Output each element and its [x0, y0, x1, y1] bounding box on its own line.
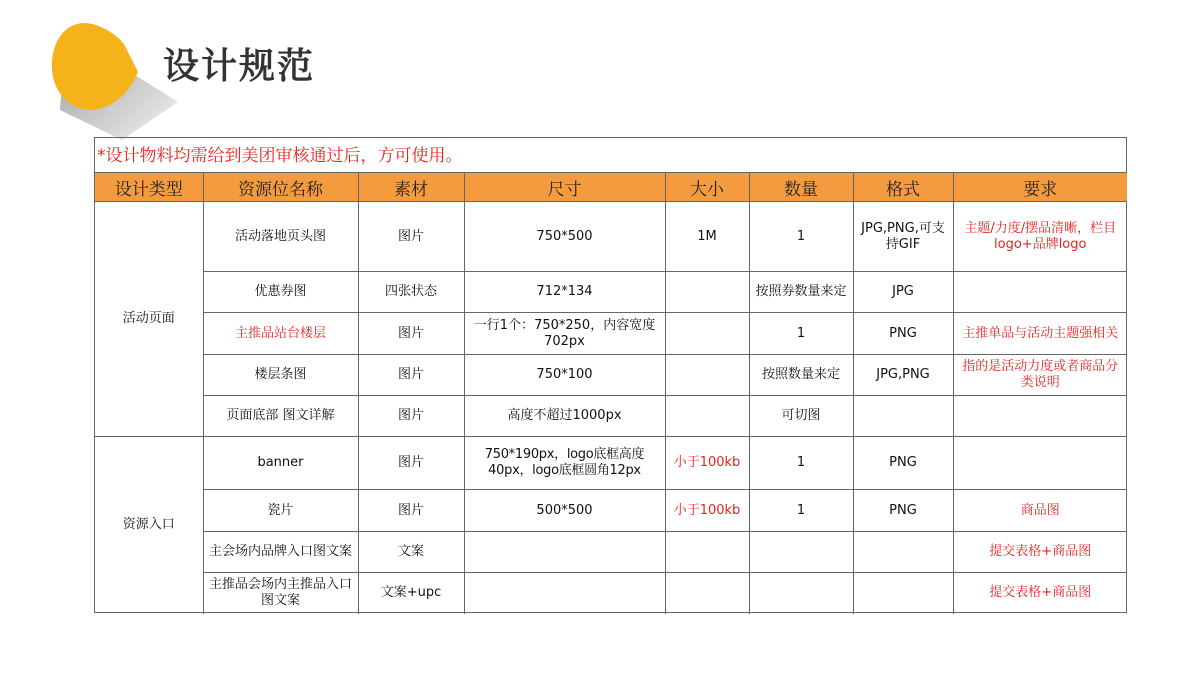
header-slot-name: 资源位名称: [203, 173, 358, 202]
slot-name-cell: 主推品会场内主推品入口图文案: [203, 573, 358, 614]
table-header-row: [95, 173, 1127, 202]
group-type-cell: 资源入口: [122, 517, 175, 533]
format-cell: JPG,PNG,可支持GIF: [853, 202, 953, 272]
format-cell: JPG: [853, 272, 953, 313]
header-file-size: 大小: [665, 173, 749, 202]
file-size-cell: 小于100kb: [665, 437, 749, 490]
material-cell: 四张状态: [358, 272, 464, 313]
quantity-cell: 1: [749, 313, 853, 355]
quantity-cell: 可切图: [749, 396, 853, 437]
slot-name-cell: 优惠券图: [203, 272, 358, 313]
material-cell: 图片: [358, 437, 464, 490]
slot-name-cell: 主推品站台楼层: [203, 313, 358, 355]
dimensions-cell: [464, 532, 665, 573]
file-size-cell: [665, 272, 749, 313]
dimensions-cell: 750*500: [464, 202, 665, 272]
requirements-cell: [953, 437, 1127, 490]
slot-name-cell: banner: [203, 437, 358, 490]
file-size-cell: [665, 573, 749, 614]
header-material: 素材: [358, 173, 464, 202]
requirements-cell: 主推单品与活动主题强相关: [953, 313, 1127, 355]
requirements-cell: 主题/力度/摆品清晰，栏目logo+品牌logo: [953, 202, 1127, 272]
requirements-cell: 提交表格+商品图: [953, 573, 1127, 614]
quantity-cell: 按照券数量来定: [749, 272, 853, 313]
file-size-cell: [665, 396, 749, 437]
requirements-cell: 提交表格+商品图: [953, 532, 1127, 573]
file-size-cell: 小于100kb: [665, 490, 749, 532]
format-cell: [853, 573, 953, 614]
material-cell: 图片: [358, 490, 464, 532]
dimensions-cell: 750*100: [464, 355, 665, 396]
format-cell: PNG: [853, 313, 953, 355]
header-design-type: 设计类型: [95, 173, 203, 202]
table-row: [95, 490, 1127, 532]
slot-name-cell: 活动落地页头图: [203, 202, 358, 272]
header-dimensions: 尺寸: [464, 173, 665, 202]
material-cell: 图片: [358, 396, 464, 437]
quantity-cell: [749, 532, 853, 573]
dimensions-cell: 750*190px，logo底框高度40px，logo底框圆角12px: [464, 437, 665, 490]
slot-name-cell: 主会场内品牌入口图文案: [203, 532, 358, 573]
format-cell: PNG: [853, 490, 953, 532]
page-title: 设计规范: [163, 46, 316, 87]
format-cell: JPG,PNG: [853, 355, 953, 396]
file-size-cell: 1M: [665, 202, 749, 272]
header-quantity: 数量: [749, 173, 853, 202]
header-format: 格式: [853, 173, 953, 202]
table-row: [95, 437, 1127, 490]
table-row: [95, 396, 1127, 437]
file-size-cell: [665, 313, 749, 355]
table-row: [95, 272, 1127, 313]
spec-table: [95, 173, 1127, 614]
quantity-cell: 1: [749, 490, 853, 532]
file-size-cell: [665, 532, 749, 573]
group-type-cell: 活动页面: [95, 202, 203, 437]
dimensions-cell: 500*500: [464, 490, 665, 532]
quantity-cell: 1: [749, 437, 853, 490]
dimensions-cell: 712*134: [464, 272, 665, 313]
dimensions-cell: 一行1个：750*250，内容宽度702px: [464, 313, 665, 355]
slot-name-cell: 瓷片: [203, 490, 358, 532]
file-size-cell: [665, 355, 749, 396]
format-cell: PNG: [853, 437, 953, 490]
material-cell: 图片: [358, 313, 464, 355]
format-cell: [853, 532, 953, 573]
dimensions-cell: 高度不超过1000px: [464, 396, 665, 437]
spec-sheet: [94, 137, 1127, 613]
slot-name-cell: 页面底部 图文详解: [203, 396, 358, 437]
material-cell: 文案: [358, 532, 464, 573]
slot-name-cell: 楼层条图: [203, 355, 358, 396]
requirements-cell: [953, 272, 1127, 313]
material-cell: 图片: [358, 202, 464, 272]
header-requirements: 要求: [953, 173, 1127, 202]
material-cell: 图片: [358, 355, 464, 396]
table-row: [95, 202, 1127, 272]
requirements-cell: [953, 396, 1127, 437]
dimensions-cell: [464, 573, 665, 614]
table-row: [95, 313, 1127, 355]
table-row: [95, 532, 1127, 573]
material-cell: 文案+upc: [358, 573, 464, 614]
quantity-cell: 按照数量来定: [749, 355, 853, 396]
table-row: [95, 355, 1127, 396]
quantity-cell: [749, 573, 853, 614]
requirements-cell: 商品图: [953, 490, 1127, 532]
approval-notice: *设计物料均需给到美团审核通过后，方可使用。: [95, 138, 1126, 173]
table-row: [95, 573, 1127, 614]
requirements-cell: 指的是活动力度或者商品分类说明: [953, 355, 1127, 396]
format-cell: [853, 396, 953, 437]
quantity-cell: 1: [749, 202, 853, 272]
